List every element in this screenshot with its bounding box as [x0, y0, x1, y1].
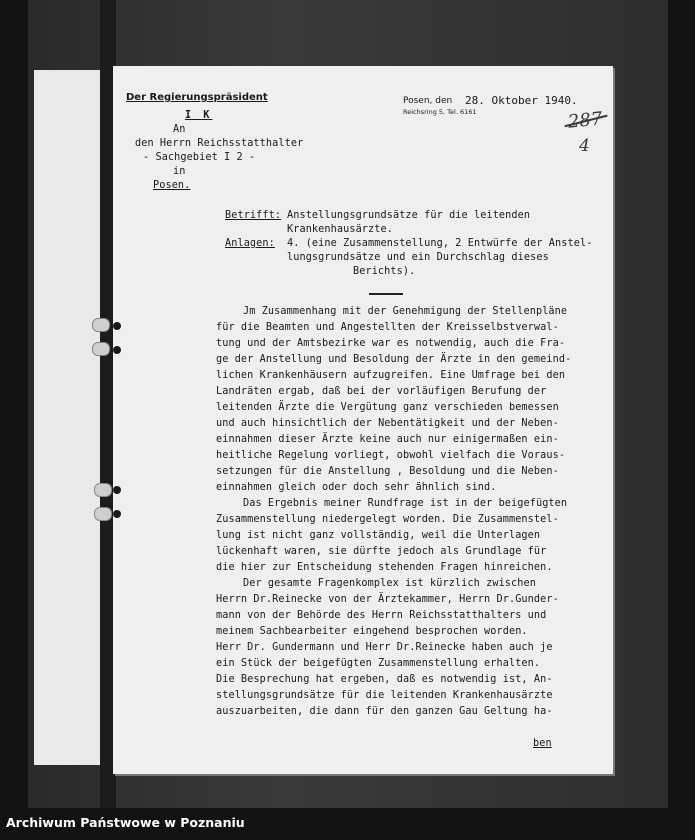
body-line: Jm Zusammenhang mit der Genehmigung der Stellenpläne: [243, 306, 568, 317]
body-line: Der gesamte Fragenkomplex ist kürzlich zwischen: [243, 578, 536, 589]
letter-date: 28. Oktober 1940.: [465, 94, 578, 107]
binder-ring: [94, 483, 112, 497]
continuation-mark: ben: [533, 738, 552, 749]
department-code: I K: [185, 110, 213, 121]
subject-line-2: Krankenhausärzte.: [287, 224, 393, 235]
letter-place: Posen, den: [403, 96, 453, 106]
recipient-city: Posen.: [153, 180, 191, 191]
recipient-an: An: [173, 124, 186, 135]
body-line: Herr Dr. Gundermann und Herr Dr.Reinecke haben auch je: [216, 642, 553, 653]
punch-hole: [113, 322, 121, 330]
body-line: stellungsgrundsätze für die leitenden Krankenhausärzte: [216, 690, 553, 701]
body-line: Zusammenstellung niedergelegt worden. Die Zusammenstel-: [216, 514, 559, 525]
binder-ring: [92, 318, 110, 332]
attachments-line-1: 4. (eine Zusammenstellung, 2 Entwürfe der Anstel-: [287, 238, 593, 249]
body-line: einnahmen gleich oder doch sehr ähnlich sind.: [216, 482, 497, 493]
body-line: ge der Anstellung und Besoldung der Ärzte in den gemeind-: [216, 354, 572, 365]
body-line: und auch hinsichtlich der Nebentätigkeit und der Neben-: [216, 418, 559, 429]
body-line: die hier zur Entscheidung stehenden Fragen hinreichen.: [216, 562, 553, 573]
punch-hole: [113, 510, 121, 518]
body-line: leitenden Ärzte die Vergütung ganz verschieden bemessen: [216, 402, 559, 413]
body-line: Das Ergebnis meiner Rundfrage ist in der beigefügten: [243, 498, 568, 509]
recipient-department: - Sachgebiet I 2 -: [143, 152, 256, 163]
punch-hole: [113, 346, 121, 354]
body-line: lichen Krankenhäusern aufzugreifen. Eine Umfrage bei den: [216, 370, 566, 381]
body-line: lung ist nicht ganz vollständig, weil die Unterlagen: [216, 530, 541, 541]
section-divider: [369, 293, 403, 295]
binder-ring: [92, 342, 110, 356]
recipient-name: den Herrn Reichsstatthalter: [135, 138, 304, 149]
body-line: ein Stück der beigefügten Zusammenstellung erhalten.: [216, 658, 541, 669]
body-line: setzungen für die Anstellung , Besoldung und die Neben-: [216, 466, 559, 477]
body-line: lückenhaft waren, sie dürfte jedoch als Grundlage für: [216, 546, 547, 557]
body-line: Landräten ergab, daß bei der vorläufigen Berufung der: [216, 386, 547, 397]
attachments-label: Anlagen:: [225, 238, 275, 249]
document-page: [113, 66, 613, 774]
handwritten-reference-sub: 4: [579, 136, 590, 156]
authority-heading: Der Regierungspräsident: [126, 92, 268, 103]
punch-hole: [113, 486, 121, 494]
body-line: meinem Sachbearbeiter eingehend besprochen worden.: [216, 626, 528, 637]
body-line: einnahmen dieser Ärzte keine auch nur einigermaßen ein-: [216, 434, 559, 445]
body-line: für die Beamten und Angestellten der Kreisselbstverwal-: [216, 322, 559, 333]
subject-line-1: Anstellungsgrundsätze für die leitenden: [287, 210, 531, 221]
body-line: tung und der Amtsbezirke war es notwendig, auch die Fra-: [216, 338, 566, 349]
body-line: heitliche Regelung vorliegt, obwohl vielfach die Voraus-: [216, 450, 566, 461]
handwritten-reference-number: 287: [566, 108, 604, 133]
body-line: mann von der Behörde des Herrn Reichsstatthalters und: [216, 610, 547, 621]
body-line: Die Besprechung hat ergeben, daß es notwendig ist, An-: [216, 674, 553, 685]
subject-label: Betrifft:: [225, 210, 282, 221]
recipient-in: in: [173, 166, 186, 177]
folder-cover: [34, 70, 110, 765]
attachments-line-2: lungsgrundsätze und ein Durchschlag dieses: [287, 252, 549, 263]
letterhead-address: Reichsring 5, Tel. 6161: [403, 108, 477, 116]
body-line: auszuarbeiten, die dann für den ganzen Gau Geltung ha-: [216, 706, 553, 717]
binder-ring: [94, 507, 112, 521]
body-line: Herrn Dr.Reinecke von der Ärztekammer, Herrn Dr.Gunder-: [216, 594, 559, 605]
archive-caption: Archiwum Państwowe w Poznaniu: [6, 815, 245, 830]
attachments-line-3: Berichts).: [353, 266, 416, 277]
